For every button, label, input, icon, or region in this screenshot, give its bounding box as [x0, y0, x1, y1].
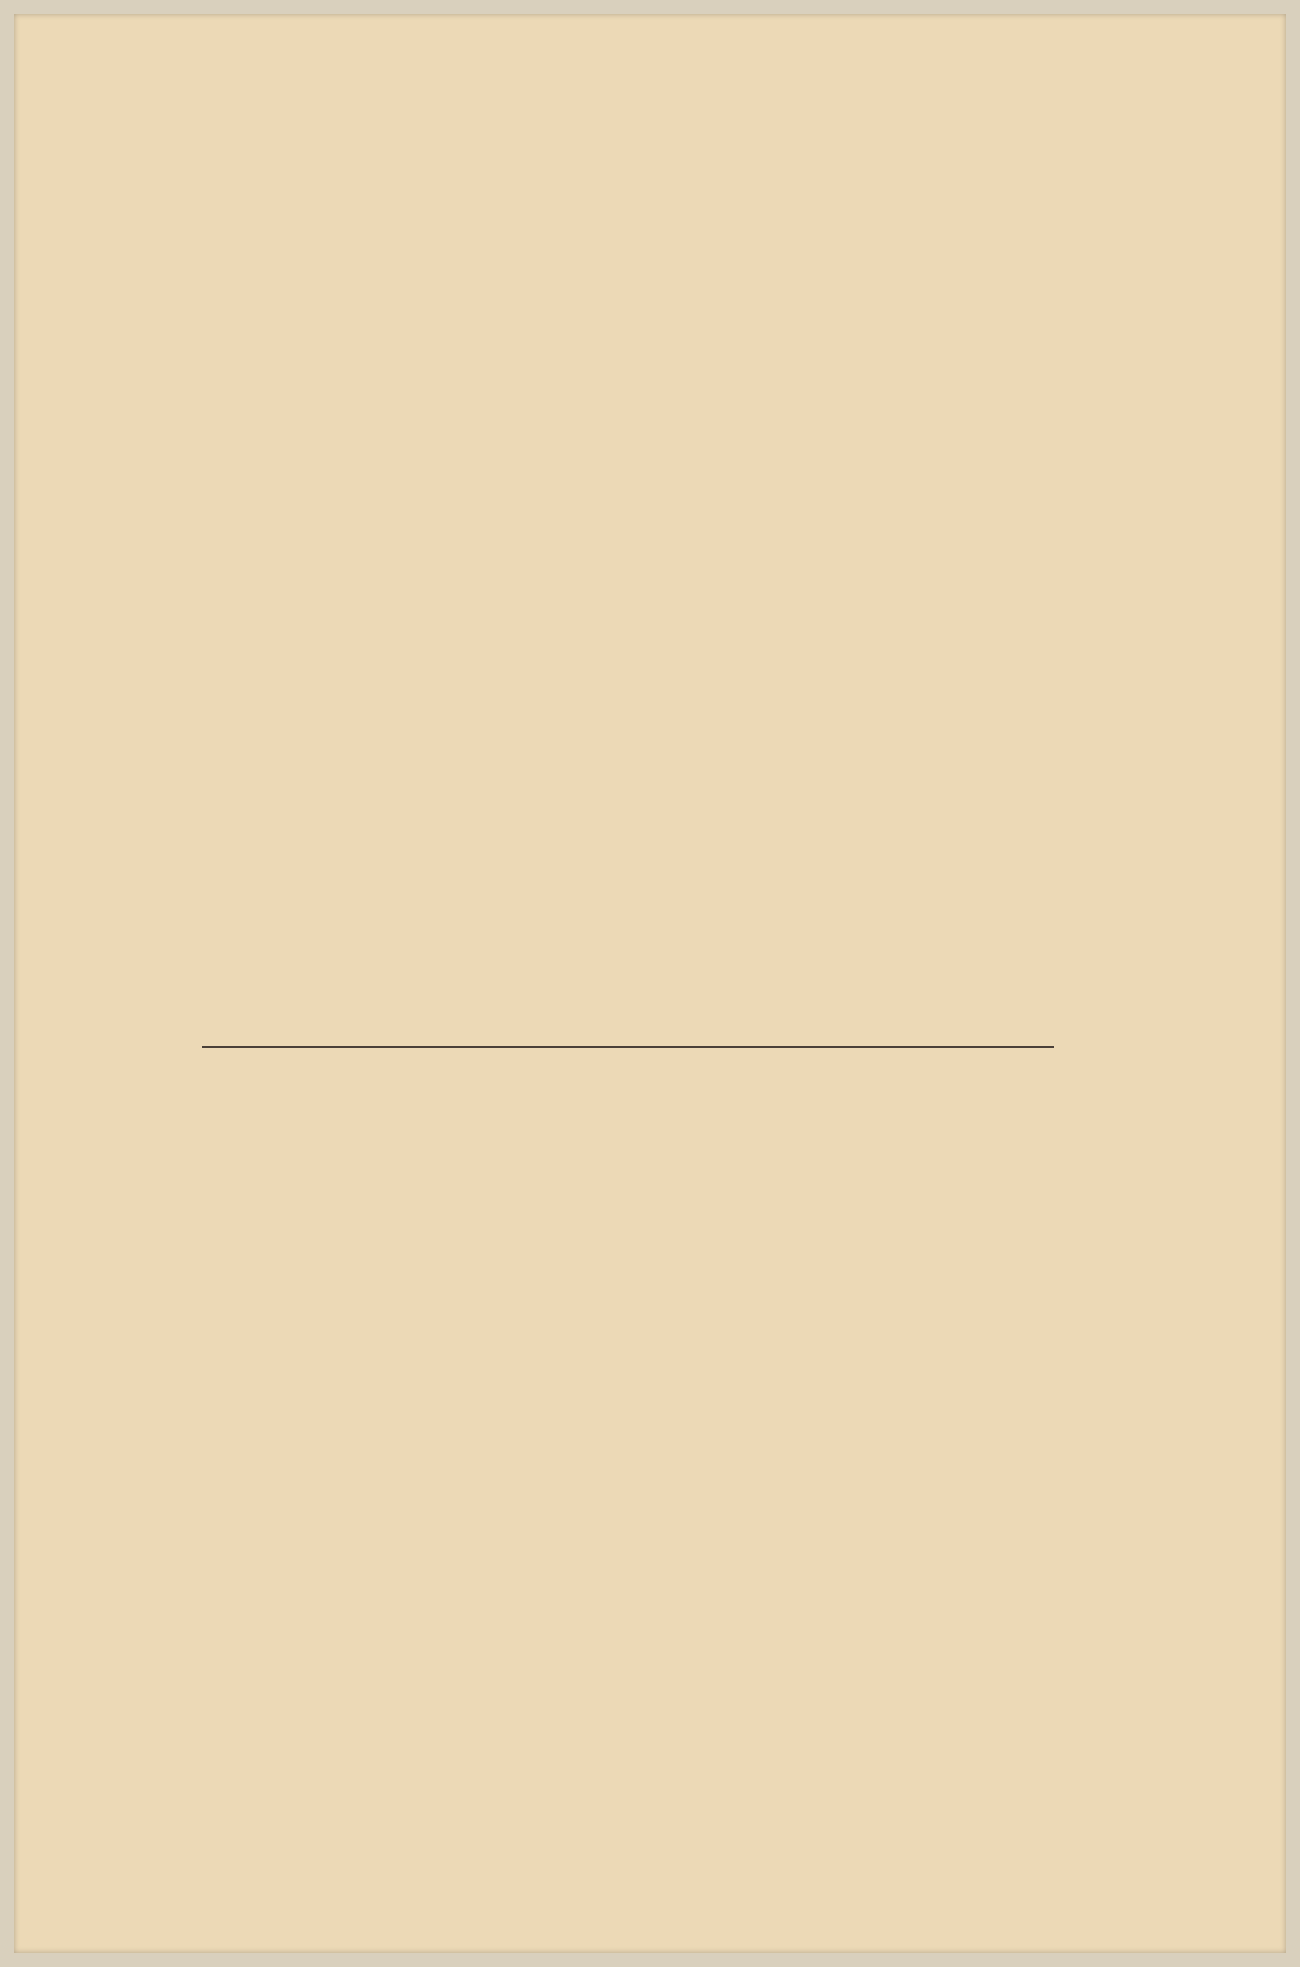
watermark	[864, 1154, 1224, 1384]
section-divider	[202, 1046, 1054, 1048]
document-page	[14, 14, 1286, 1953]
